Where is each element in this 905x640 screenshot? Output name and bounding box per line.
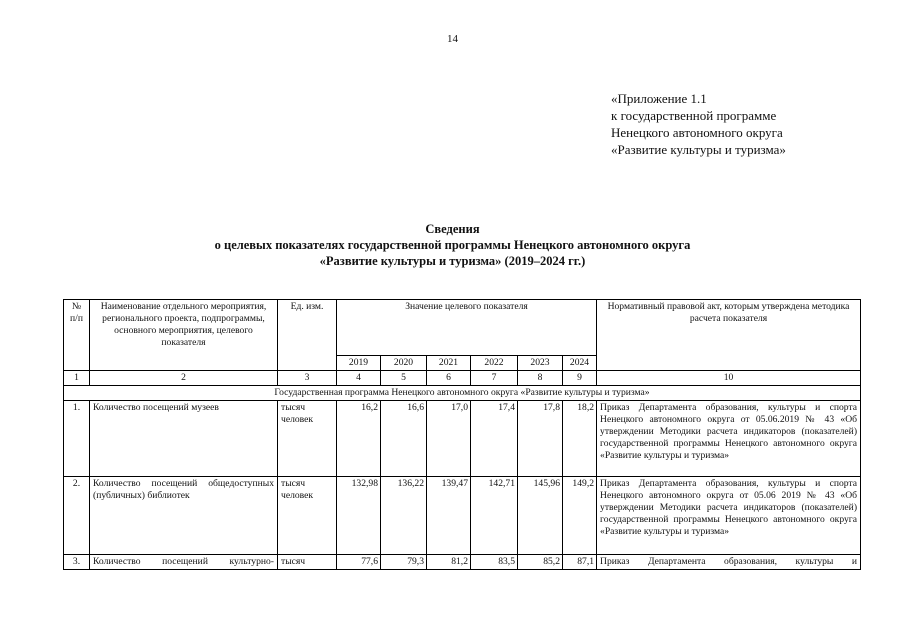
row-value: 17,8: [518, 401, 563, 477]
title-line: Сведения: [425, 222, 480, 236]
document-title: [0, 221, 905, 269]
table-row: [64, 477, 861, 555]
row-unit: тысяч человек: [278, 401, 337, 477]
appendix-note: [611, 90, 786, 158]
row-value: 16,2: [337, 401, 381, 477]
row-unit: тысяч человек: [278, 477, 337, 555]
row-value: 87,1: [563, 555, 597, 570]
row-name: Количество посещений общедоступных (публичных) библиотек: [90, 477, 278, 555]
row-value: 139,47: [427, 477, 471, 555]
section-row: Государственная программа Ненецкого автономного округа «Развитие культуры и туризма»: [64, 386, 861, 401]
appendix-line: «Развитие культуры и туризма»: [611, 142, 786, 157]
appendix-line: к государственной программе: [611, 108, 777, 123]
column-number: 10: [597, 371, 861, 386]
column-number: 3: [278, 371, 337, 386]
header-value: Значение целевого показателя: [337, 300, 597, 356]
title-line: о целевых показателях государственной программы Ненецкого автономного округа: [214, 238, 691, 252]
column-number: 2: [90, 371, 278, 386]
row-value: 77,6: [337, 555, 381, 570]
appendix-line: «Приложение 1.1: [611, 91, 707, 106]
title-line: «Развитие культуры и туризма» (2019–2024 гг.): [319, 254, 586, 268]
row-value: 81,2: [427, 555, 471, 570]
column-number: 7: [471, 371, 518, 386]
header-unit: Ед. изм.: [278, 300, 337, 371]
row-value: 142,71: [471, 477, 518, 555]
row-num: 1.: [64, 401, 90, 477]
row-value: 136,22: [381, 477, 427, 555]
column-number: 6: [427, 371, 471, 386]
header-num: № п/п: [64, 300, 90, 371]
row-value: 149,2: [563, 477, 597, 555]
table-row: [64, 401, 861, 477]
header-year: 2023: [518, 356, 563, 371]
indicators-table: [63, 299, 861, 570]
row-value: 18,2: [563, 401, 597, 477]
row-value: 132,98: [337, 477, 381, 555]
column-number: 5: [381, 371, 427, 386]
column-number: 9: [563, 371, 597, 386]
row-name: Количество посещений музеев: [90, 401, 278, 477]
header-year: 2022: [471, 356, 518, 371]
row-value: 83,5: [471, 555, 518, 570]
row-act: Приказ Департамента образования, культуры и спорта Ненецкого автономного округа от 05.06.2019 № 43 «Об утверждении Методики расчета индикаторов (показателей) государственной программы Ненецкого автономного округа «Развитие культуры и туризма»: [597, 401, 861, 477]
row-value: 79,3: [381, 555, 427, 570]
header-year: 2020: [381, 356, 427, 371]
row-unit: тысяч: [278, 555, 337, 570]
column-number: 8: [518, 371, 563, 386]
row-num: 3.: [64, 555, 90, 570]
row-act: Приказ Департамента образования, культуры и спорта Ненецкого автономного округа от 05.06 2019 № 43 «Об утверждении Методики расчета индикаторов (показателей) государственной программы Ненецкого автономного округа «Развитие культуры и туризма»: [597, 477, 861, 555]
header-year: 2024: [563, 356, 597, 371]
appendix-line: Ненецкого автономного округа: [611, 125, 783, 140]
row-value: 145,96: [518, 477, 563, 555]
table-row: [64, 555, 861, 570]
row-value: 17,4: [471, 401, 518, 477]
row-value: 16,6: [381, 401, 427, 477]
header-year: 2021: [427, 356, 471, 371]
row-value: 85,2: [518, 555, 563, 570]
row-act: Приказ Департамента образования, культуры и: [597, 555, 861, 570]
page-number: 14: [447, 33, 458, 45]
row-num: 2.: [64, 477, 90, 555]
row-name: Количество посещений культурно-: [90, 555, 278, 570]
header-act: Нормативный правовой акт, которым утверждена методика расчета показателя: [597, 300, 861, 371]
row-value: 17,0: [427, 401, 471, 477]
column-number: 4: [337, 371, 381, 386]
header-year: 2019: [337, 356, 381, 371]
column-number: 1: [64, 371, 90, 386]
header-name: Наименование отдельного мероприятия, регионального проекта, подпрограммы, основного мероприятия, целевого показателя: [90, 300, 278, 371]
